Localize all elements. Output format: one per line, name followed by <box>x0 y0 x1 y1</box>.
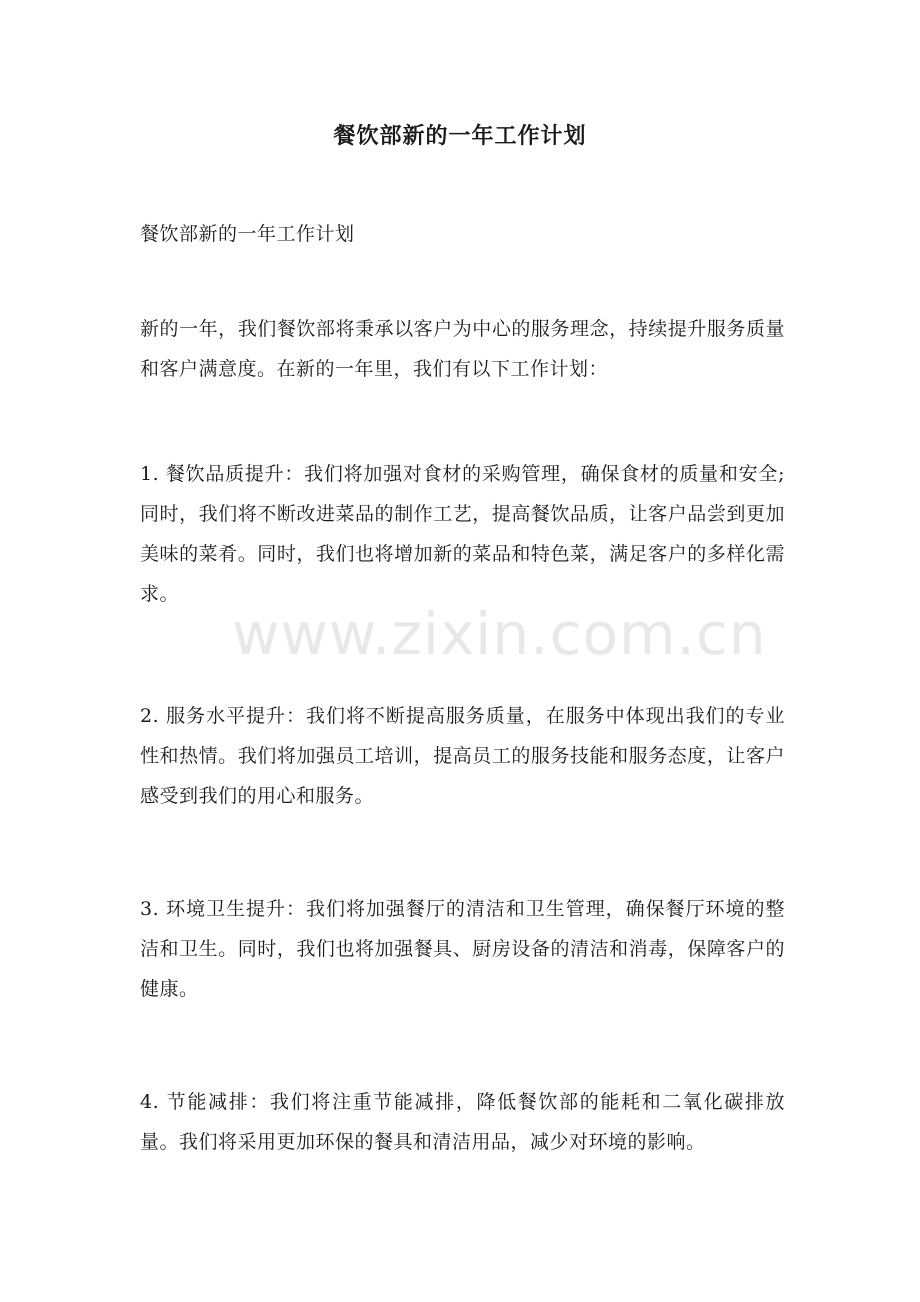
plan-item-3: 3. 环境卫生提升：我们将加强餐厅的清洁和卫生管理，确保餐厅环境的整洁和卫生。同时，我们也将加强餐具、厨房设备的清洁和消毒，保障客户的健康。 <box>140 898 785 1000</box>
subtitle-paragraph: 餐饮部新的一年工作计划 <box>140 223 355 245</box>
plan-item-2: 2. 服务水平提升：我们将不断提高服务质量，在服务中体现出我们的专业性和热情。我们将加强员工培训，提高员工的服务技能和服务态度，让客户感受到我们的用心和服务。 <box>140 705 785 807</box>
plan-item-1: 1. 餐饮品质提升：我们将加强对食材的采购管理，确保食材的质量和安全;同时，我们将不断改进菜品的制作工艺，提高餐饮品质，让客户品尝到更加美味的菜肴。同时，我们也将增加新的菜品和特色菜，满足客户的多样化需求。 <box>140 463 785 605</box>
plan-item-4: 4. 节能减排：我们将注重节能减排，降低餐饮部的能耗和二氧化碳排放量。我们将采用更加环保的餐具和清洁用品，减少对环境的影响。 <box>140 1091 785 1153</box>
document-title: 餐饮部新的一年工作计划 <box>333 123 587 149</box>
intro-paragraph: 新的一年，我们餐饮部将秉承以客户为中心的服务理念，持续提升服务质量和客户满意度。在新的一年里，我们有以下工作计划： <box>140 318 785 380</box>
watermark: www.zixin.com.cn <box>232 600 767 668</box>
